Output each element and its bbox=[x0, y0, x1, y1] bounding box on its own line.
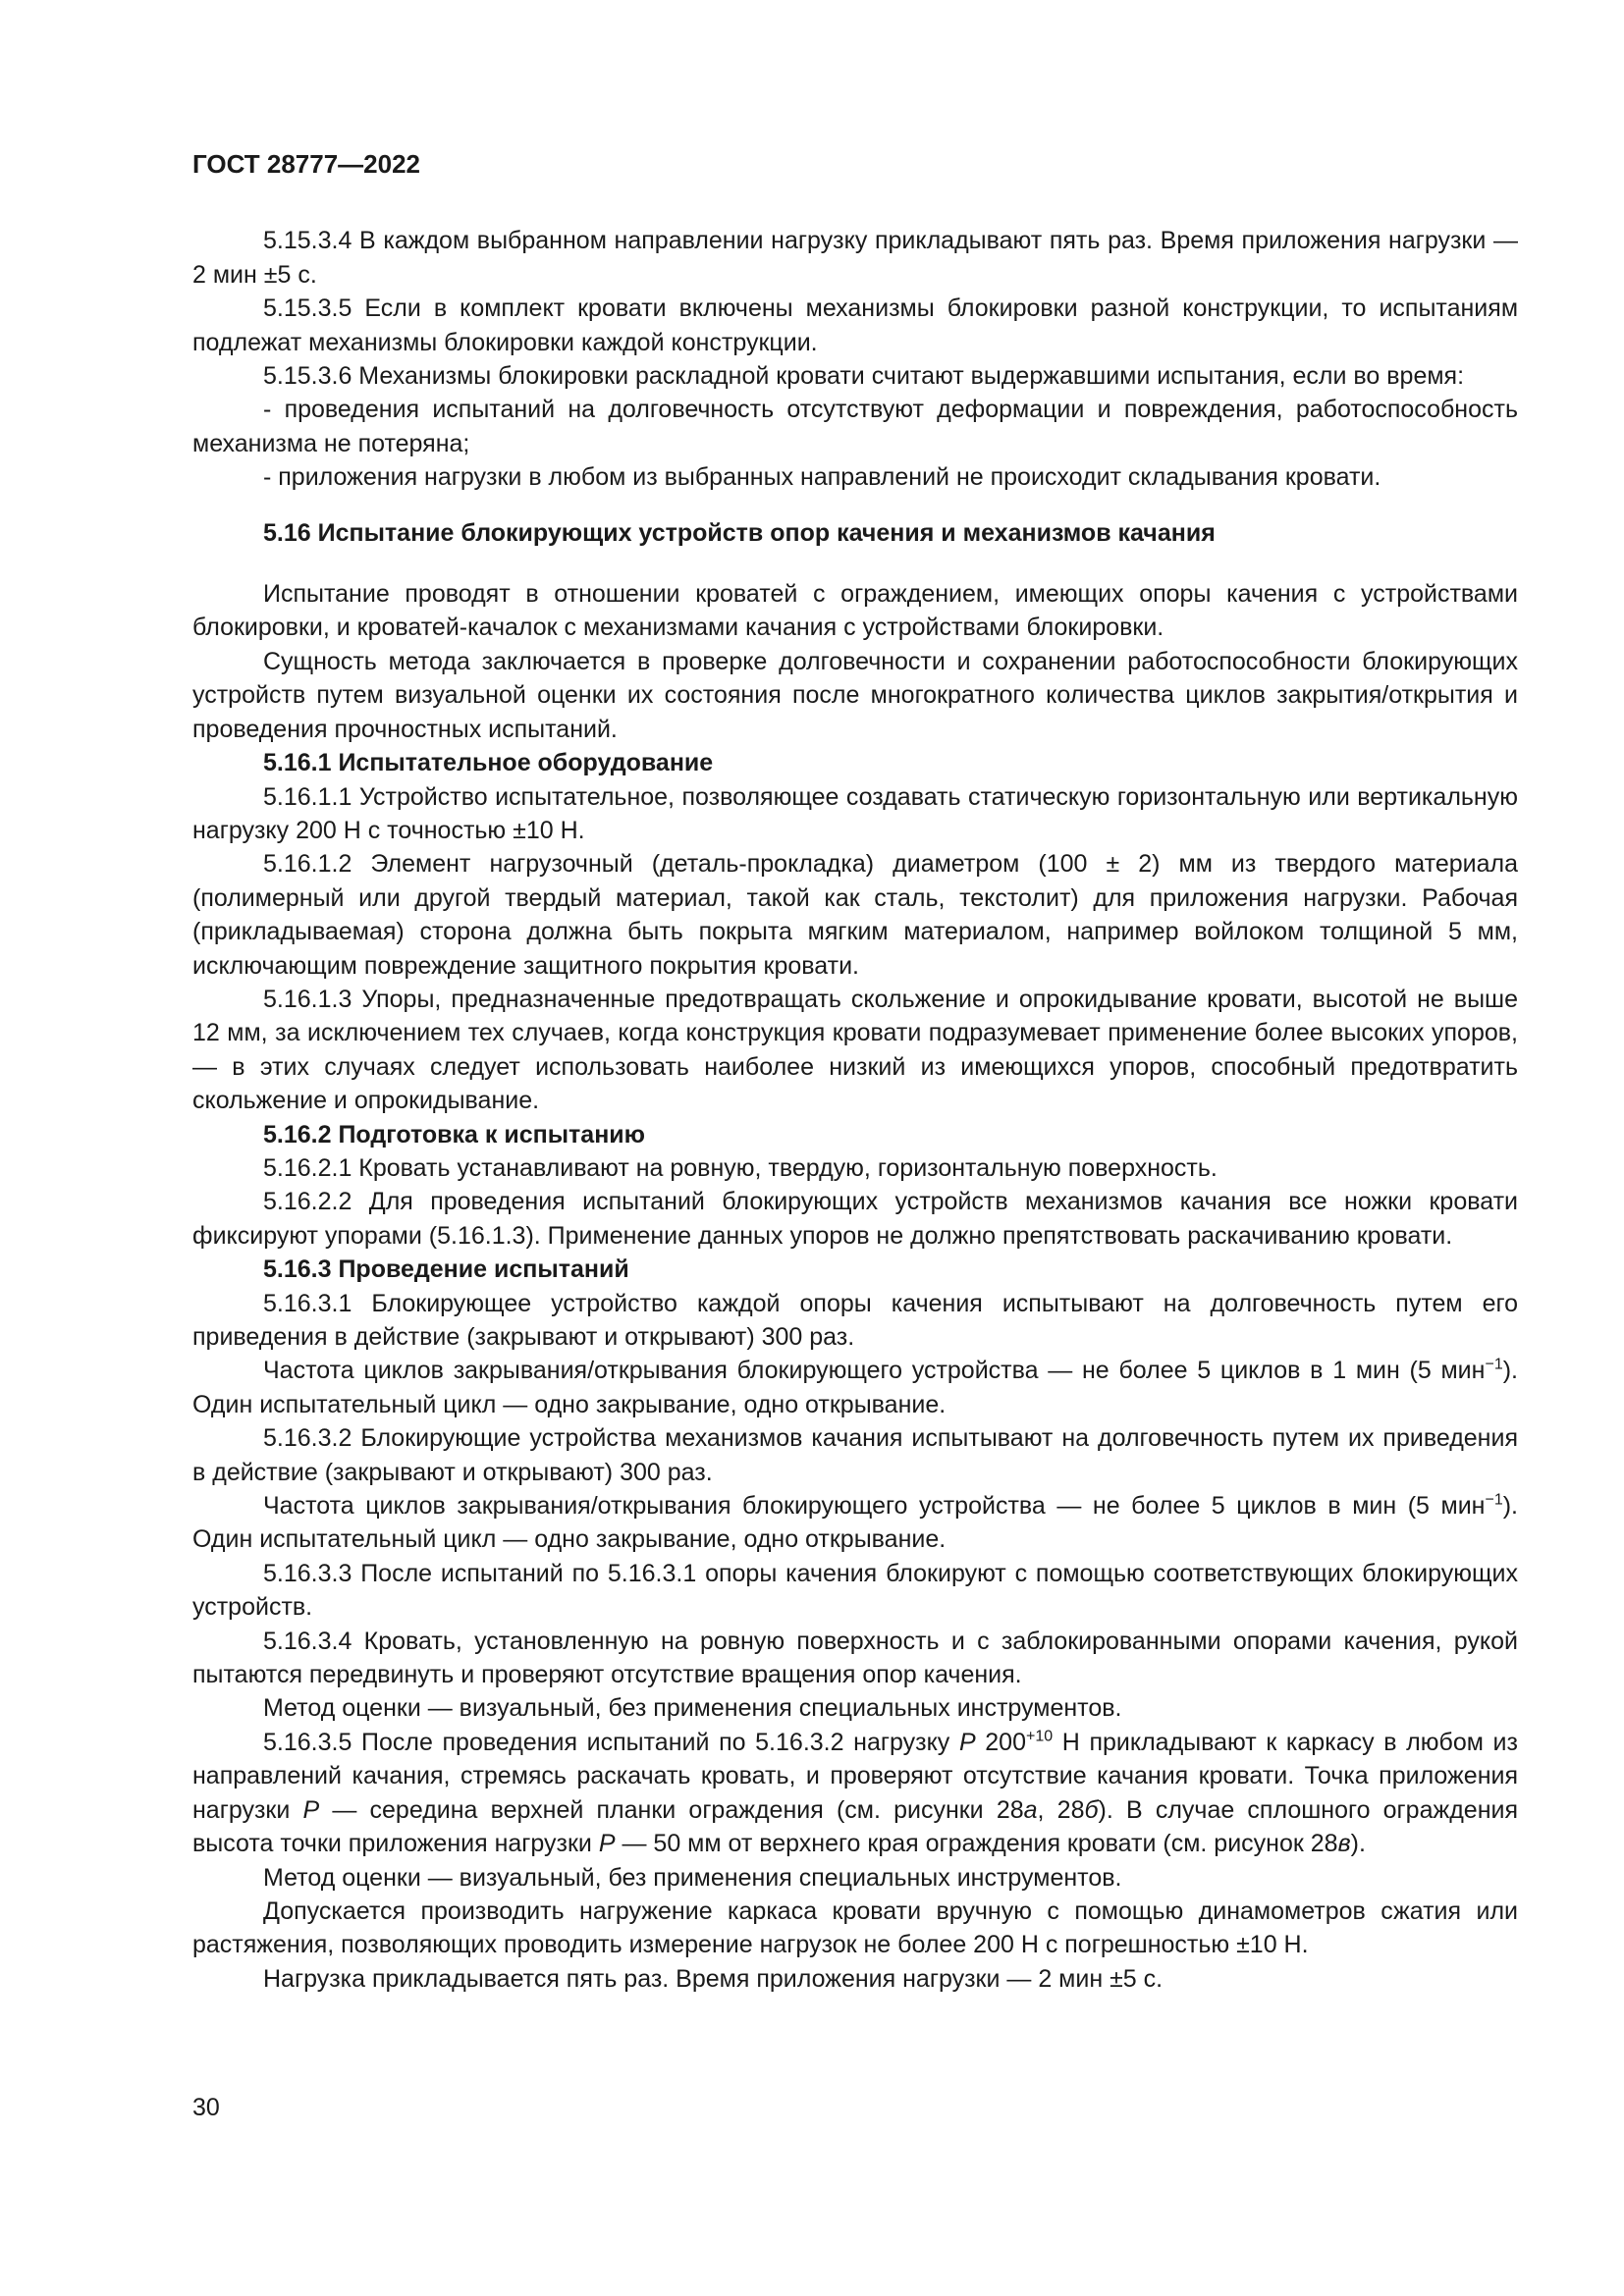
method-paragraph: Метод оценки — визуальный, без применения специальных инструментов. bbox=[263, 1694, 1122, 1723]
section-heading-5-16: 5.16 Испытание блокирующих устройств опор качения и механизмов качания bbox=[263, 518, 1216, 547]
document-header: ГОСТ 28777—2022 bbox=[192, 149, 420, 179]
paragraph: Нагрузка прикладывается пять раз. Время приложения нагрузки — 2 мин ±5 с. bbox=[263, 1964, 1164, 1993]
subsection-heading-5-16-1: 5.16.1 Испытательное оборудование bbox=[263, 749, 714, 777]
clause-5-16-1-1: 5.16.1.1 Устройство испытательное, позволяющее создавать статическую горизонтальную или вертикальную нагрузку 200 Н с точностью ±10 Н. bbox=[192, 782, 1518, 844]
subsection-heading-5-16-3: 5.16.3 Проведение испытаний bbox=[263, 1255, 629, 1284]
clause-5-16-2-2: 5.16.2.2 Для проведения испытаний блокирующих устройств механизмов качания все ножки кровати фиксируют упорами (5.16.1.3). Применение данных упоров не должно препятствовать раскачиванию кровати. bbox=[192, 1188, 1518, 1250]
method-paragraph: Метод оценки — визуальный, без применения специальных инструментов. bbox=[263, 1863, 1122, 1892]
paragraph: Сущность метода заключается в проверке долговечности и сохранении работоспособности блокирующих устройств путем визуальной оценки их состояния после многократного количества циклов закрытия/открытия и проведения прочностных испытаний. bbox=[192, 647, 1518, 743]
clause-5-16-3-2: 5.16.3.2 Блокирующие устройства механизмов качания испытывают на долговечность путем их приведения в действие (закрывают и открывают) 300 раз. bbox=[192, 1424, 1518, 1486]
document-page bbox=[192, 147, 1518, 1996]
frequency-paragraph: Частота циклов закрывания/открывания блокирующего устройства — не более 5 циклов в мин (5 мин$^{-1}$). Один испытательный цикл — одно закрывание, одно открывание. bbox=[192, 1491, 1518, 1554]
list-item: - проведения испытаний на долговечность отсутствуют деформации и повреждения, работоспособность механизма не потеряна; bbox=[192, 396, 1518, 457]
subsection-heading-5-16-2: 5.16.2 Подготовка к испытанию bbox=[263, 1120, 646, 1148]
clause-5-16-1-3: 5.16.1.3 Упоры, предназначенные предотвращать скольжение и опрокидывание кровати, высотой не выше 12 мм, за исключением тех случаев, когда конструкция кровати подразумевает применение более высоких упоров, — в этих случаях следует использовать наиболее низкий из имеющихся упоров, способный предотвратить скольжение и опрокидывание. bbox=[192, 985, 1518, 1115]
clause-5-15-3-4: 5.15.3.4 В каждом выбранном направлении нагрузку прикладывают пять раз. Время приложения нагрузки — 2 мин ±5 с. bbox=[192, 227, 1518, 289]
frequency-paragraph: Частота циклов закрывания/открывания блокирующего устройства — не более 5 циклов в 1 мин (5 мин$^{-1}$). Один испытательный цикл — одно закрывание, одно открывание. bbox=[192, 1357, 1518, 1418]
paragraph: Испытание проводят в отношении кроватей с ограждением, имеющих опоры качения с устройствами блокировки, и кроватей-качалок с механизмами качания с устройствами блокировки. bbox=[192, 580, 1518, 642]
clause-5-15-3-5: 5.15.3.5 Если в комплект кровати включены механизмы блокировки разной конструкции, то испытаниям подлежат механизмы блокировки каждой конструкции. bbox=[192, 294, 1518, 356]
clause-5-16-2-1: 5.16.2.1 Кровать устанавливают на ровную, твердую, горизонтальную поверхность. bbox=[263, 1153, 1218, 1182]
list-item: - приложения нагрузки в любом из выбранных направлений не происходит складывания кровати. bbox=[263, 463, 1381, 492]
clause-5-16-3-3: 5.16.3.3 После испытаний по 5.16.3.1 опоры качения блокируют с помощью соответствующих блокирующих устройств. bbox=[192, 1559, 1518, 1622]
clause-5-16-1-2: 5.16.1.2 Элемент нагрузочный (деталь-прокладка) диаметром (100 ± 2) мм из твердого материала (полимерный или другой твердый материал, такой как сталь, текстолит) для приложения нагрузки. Рабочая (прикладываемая) сторона должна быть покрыта мягким материалом, например войлоком толщиной 5 мм, исключающим повреждение защитного покрытия кровати. bbox=[192, 850, 1518, 980]
paragraph: Допускается производить нагружение каркаса кровати вручную с помощью динамометров сжатия или растяжения, позволяющих проводить измерение нагрузок не более 200 Н с погрешностью ±10 Н. bbox=[192, 1896, 1518, 1959]
page-number: 30 bbox=[192, 2094, 220, 2121]
clause-5-15-3-6: 5.15.3.6 Механизмы блокировки раскладной кровати считают выдержавшими испытания, если во время: bbox=[263, 362, 1465, 391]
clause-5-16-3-1: 5.16.3.1 Блокирующее устройство каждой опоры качения испытывают на долговечность путем его приведения в действие (закрывают и открывают) 300 раз. bbox=[192, 1289, 1518, 1351]
clause-5-16-3-4: 5.16.3.4 Кровать, установленную на ровную поверхность и с заблокированными опорами качения, рукой пытаются передвинуть и проверяют отсутствие вращения опор качения. bbox=[192, 1627, 1518, 1689]
clause-5-16-3-5: 5.16.3.5 После проведения испытаний по 5.16.3.2 нагрузку P $200^{+10}$ Н прикладывают к каркасу в любом из направлений качания, стремясь раскачать кровать, и проверяют отсутствие качания кровати. Точка приложения нагрузки P — середина верхней планки ограждения (см. рисунки 28а, 28б). В случае сплошного ограждения высота точки приложения нагрузки P — 50 мм от верхнего края ограждения кровати (см. рисунок 28в). bbox=[192, 1728, 1519, 1858]
